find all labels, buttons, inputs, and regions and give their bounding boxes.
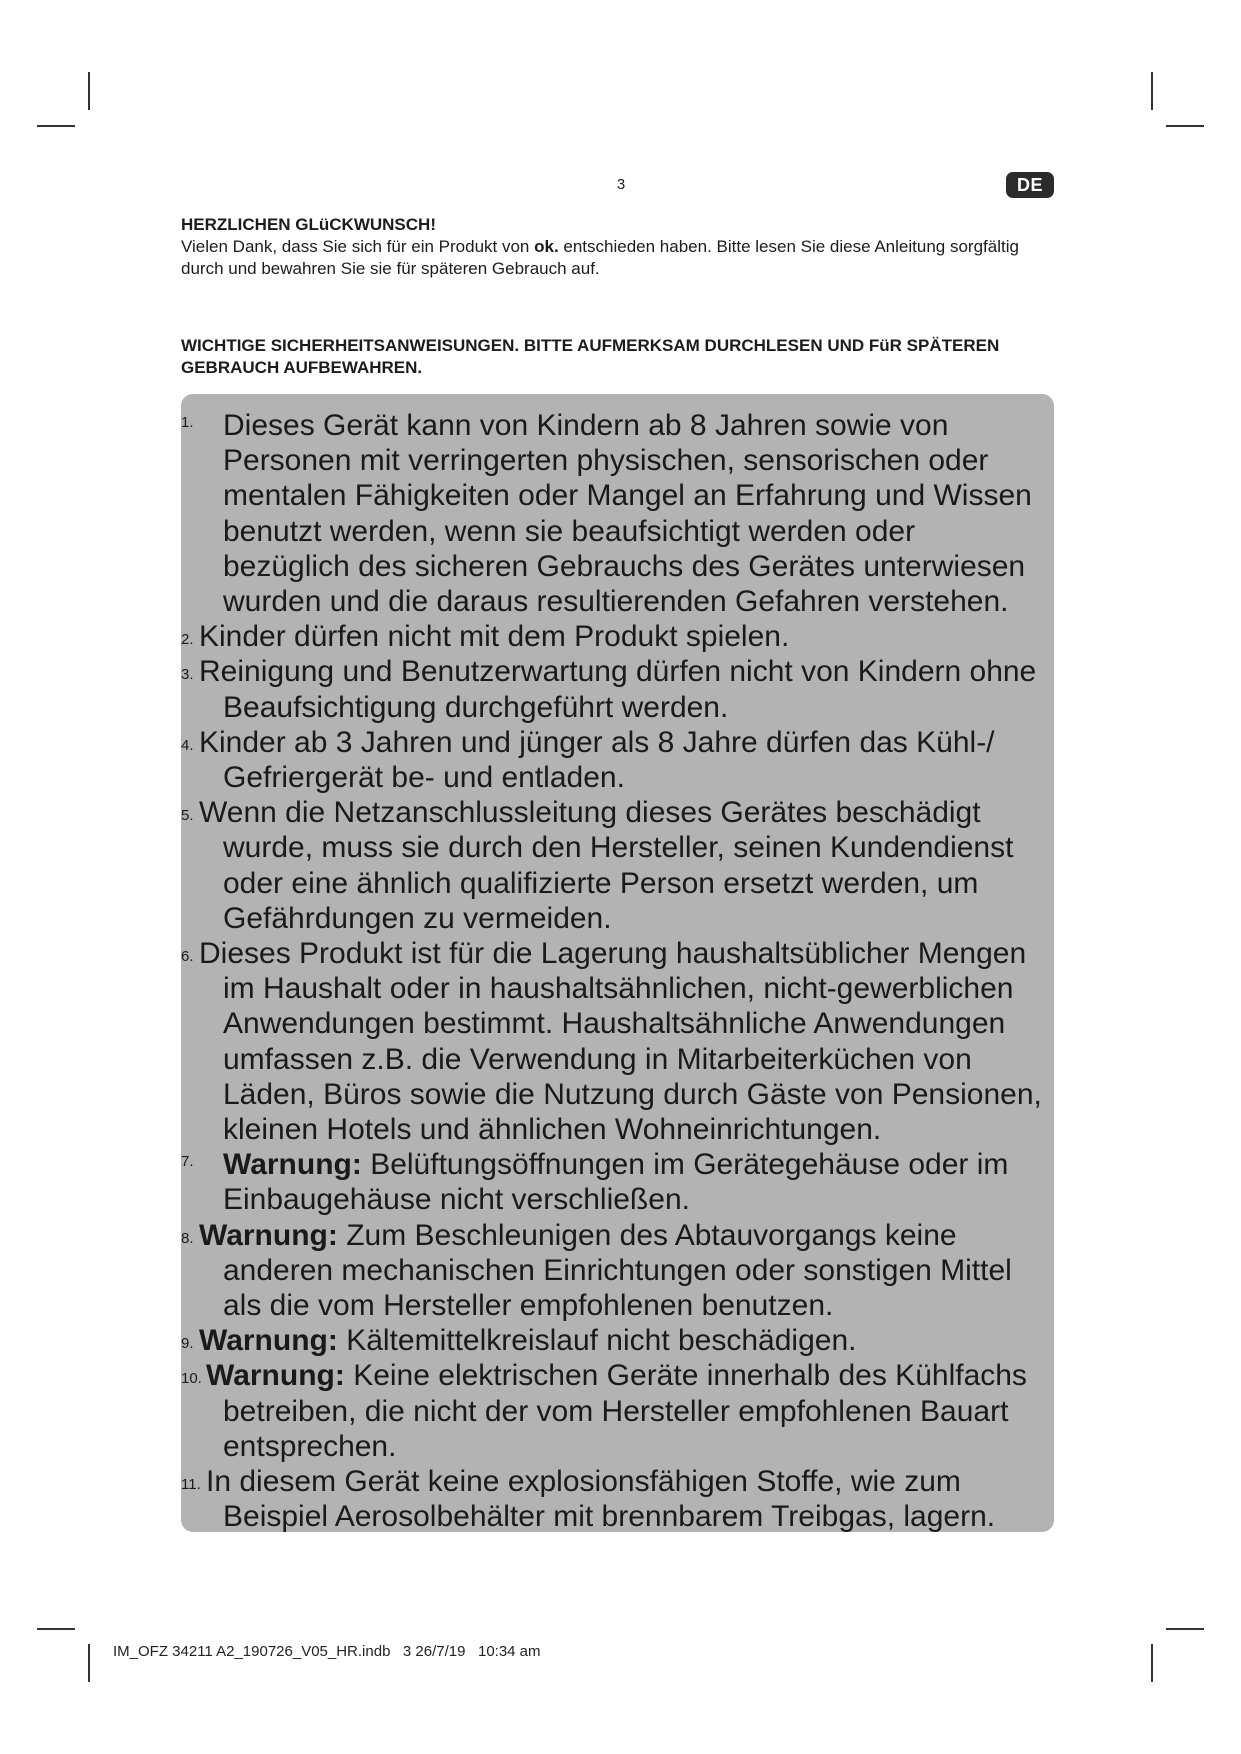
item-number: 10.: [181, 1370, 202, 1388]
safety-item: [181, 619, 1054, 654]
safety-instructions-list: [181, 408, 1054, 1535]
safety-instructions-box: [181, 394, 1054, 1532]
item-text: Dieses Gerät kann von Kindern ab 8 Jahren sowie von Personen mit verringerten physischen, sensorischen oder mentalen Fähigkeiten oder Mangel an Erfahrung und Wissen benutzt werden, wenn sie beaufsichtigt werden oder bezüglich des sicheren Gebrauchs des Gerätes unterwiesen wurden und die daraus resultierenden Gefahren verstehen.: [223, 409, 1032, 619]
safety-item: [181, 1464, 1054, 1534]
item-text: Reinigung und Benutzerwartung dürfen nicht von Kindern ohne Beaufsichtigung durchgeführt werden.: [199, 655, 1037, 724]
item-text: Kältemittelkreislauf nicht beschädigen.: [337, 1324, 857, 1358]
item-text: Keine elektrischen Geräte innerhalb des Kühlfachs betreiben, die nicht der vom Hersteller empfohlenen Bauart entsprechen.: [223, 1359, 1027, 1463]
crop-mark: [88, 72, 90, 110]
item-number: 7.: [181, 1153, 194, 1171]
page-number: 3: [616, 176, 626, 193]
item-number: 4.: [181, 736, 194, 754]
safety-heading: WICHTIGE SICHERHEITSANWEISUNGEN. BITTE AUFMERKSAM DURCHLESEN UND FüR SPÄTEREN GEBRAUCH AUFBEWAHREN.: [181, 336, 1000, 377]
item-number: 5.: [181, 807, 194, 825]
crop-mark: [1151, 72, 1153, 110]
language-badge: DE: [1006, 172, 1054, 198]
crop-mark: [1151, 1644, 1153, 1682]
intro-section: [181, 214, 1061, 280]
crop-mark: [1166, 1628, 1204, 1630]
item-number: 2.: [181, 631, 194, 649]
safety-item: [181, 795, 1054, 936]
safety-item: [181, 1358, 1054, 1464]
item-text: Kinder ab 3 Jahren und jünger als 8 Jahre dürfen das Kühl-/ Gefriergerät be- und entladen.: [199, 725, 995, 795]
crop-mark: [37, 1628, 75, 1630]
safety-item: [181, 1147, 1054, 1217]
item-number: 3.: [181, 666, 194, 684]
warning-label: Warnung:: [199, 1324, 338, 1358]
print-slug: IM_OFZ 34211 A2_190726_V05_HR.indb 3 26/7/19 10:34 am: [113, 1643, 541, 1660]
crop-mark: [37, 125, 75, 127]
item-text: Zum Beschleunigen des Abtauvorgangs keine anderen mechanischen Einrichtungen oder sonstigen Mittel als die vom Hersteller empfohlenen benutzen.: [223, 1218, 1012, 1323]
safety-item: [181, 1218, 1054, 1324]
item-number: 1.: [181, 414, 194, 431]
item-text: Wenn die Netzanschlussleitung dieses Gerätes beschädigt wurde, muss sie durch den Hersteller, seinen Kundendienst oder eine ähnlich qualifizierte Person ersetzt werden, um Gefährdungen zu vermeiden.: [199, 796, 1014, 935]
item-number: 11.: [181, 1476, 201, 1494]
item-number: 9.: [181, 1335, 194, 1353]
item-number: 6.: [181, 948, 194, 966]
safety-item: [181, 1323, 1054, 1358]
warning-label: Warnung:: [223, 1148, 362, 1182]
safety-item: [181, 654, 1054, 724]
item-text: In diesem Gerät keine explosionsfähigen Stoffe, wie zum Beispiel Aerosolbehälter mit brennbarem Treibgas, lagern.: [206, 1465, 996, 1534]
item-text: Kinder dürfen nicht mit dem Produkt spielen.: [199, 620, 790, 654]
intro-text-end: entschieden haben. Bitte lesen Sie diese Anleitung sorgfältig durch und bewahren Sie sie für späteren Gebrauch auf.: [181, 237, 1019, 278]
safety-item: [181, 936, 1054, 1147]
intro-text: [181, 236, 1061, 280]
intro-title: HERZLICHEN GLüCKWUNSCH!: [181, 215, 436, 234]
warning-label: Warnung:: [199, 1218, 338, 1252]
intro-text-start: Vielen Dank, dass Sie sich für ein Produkt von: [181, 237, 535, 256]
warning-label: Warnung:: [206, 1359, 345, 1393]
crop-mark: [1166, 125, 1204, 127]
item-text: Dieses Produkt ist für die Lagerung haushaltsüblicher Mengen im Haushalt oder in haushaltsähnlichen, nicht-gewerblichen Anwendungen bestimmt. Haushaltsähnliche Anwendungen umfassen z.B. die Verwendung in Mitarbeiterküchen von Läden, Büros sowie die Nutzung durch Gäste von Pensionen, kleinen Hotels und ähnlichen Wohneinrichtungen.: [199, 937, 1042, 1147]
crop-mark: [88, 1644, 90, 1682]
safety-item: [181, 408, 1054, 619]
item-text: Belüftungsöffnungen im Gerätegehäuse oder im Einbaugehäuse nicht verschließen.: [223, 1148, 1009, 1217]
item-number: 8.: [181, 1229, 194, 1247]
brand-name: ok.: [534, 237, 559, 256]
safety-item: [181, 725, 1054, 795]
